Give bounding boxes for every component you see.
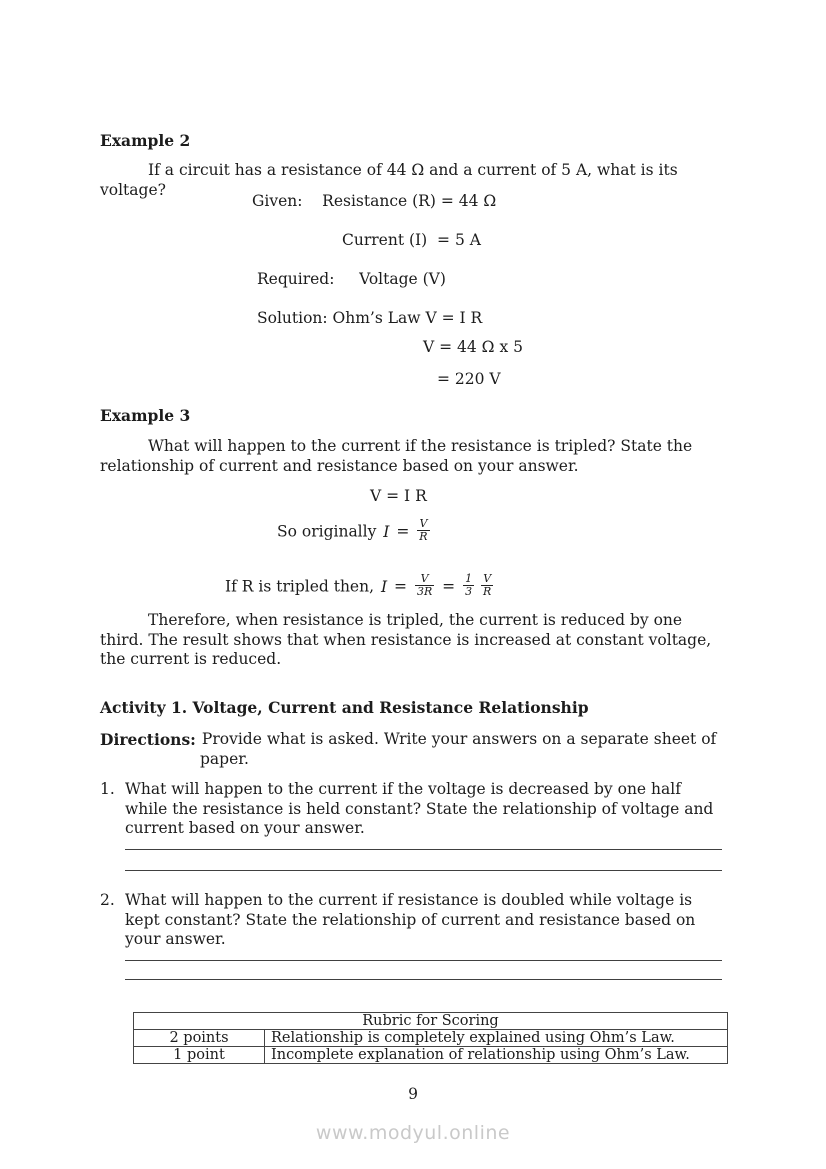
fraction-denominator: 3R (416, 585, 433, 598)
table-row (134, 1047, 728, 1064)
answer-line (125, 849, 722, 850)
example2-solution-line: Solution: Ohm’s Law V = I R (257, 309, 483, 327)
example2-solution-step3: = 220 V (437, 370, 501, 388)
fraction-numerator: 1 (465, 572, 473, 585)
question-number: 1. (100, 780, 115, 798)
rubric-table (133, 1012, 728, 1064)
fraction-numerator: V (483, 572, 492, 585)
example3-question: What will happen to the current if the resistance is tripled? State the relationship of current and resistance based on your answer. (100, 437, 693, 475)
formula-prefix: So originally (277, 522, 377, 541)
example2-current-line: Current (I) = 5 A (342, 231, 481, 249)
fraction-v-over-3r (415, 573, 434, 598)
question-text: What will happen to the current if the voltage is decreased by one half while the resistance is held constant? State the relationship of voltage and current based on your answer. (125, 780, 714, 837)
question-text: What will happen to the current if resistance is doubled while voltage is kept constant? State the relationship of current and resistance based on your answer. (125, 891, 696, 948)
watermark: www.modyul.online (315, 1122, 511, 1144)
formula-prefix: If R is tripled then, (225, 577, 375, 596)
example2-required-line: Required: Voltage (V) (257, 270, 446, 288)
fraction-denominator: R (483, 585, 492, 598)
directions-line (100, 730, 740, 749)
question-1 (100, 780, 715, 839)
formula-if-tripled (225, 572, 496, 600)
fraction-one-third (463, 573, 474, 598)
formula-ohms-law: V = I R (370, 487, 427, 505)
fraction-denominator: R (419, 530, 428, 543)
fraction-numerator: V (419, 517, 428, 530)
answer-line (125, 870, 722, 871)
fraction-v-over-r (417, 518, 429, 543)
fraction-numerator: V (420, 572, 429, 585)
example3-heading: Example 3 (100, 406, 191, 425)
rubric-header-row (134, 1013, 728, 1030)
formula-variable: I (380, 577, 388, 596)
table-row (134, 1030, 728, 1047)
directions-text-continued: paper. (200, 750, 249, 768)
rubric-points-cell: 1 point (134, 1047, 265, 1064)
equals-sign: = (396, 522, 410, 541)
directions-label: Directions: (100, 730, 196, 749)
example2-solution-step2: V = 44 Ω x 5 (423, 338, 523, 356)
rubric-points-cell: 2 points (134, 1030, 265, 1047)
rubric-table-container (133, 1012, 728, 1064)
page-number: 9 (408, 1085, 418, 1103)
rubric-desc-cell: Relationship is completely explained using Ohm’s Law. (265, 1030, 728, 1047)
rubric-title: Rubric for Scoring (134, 1013, 728, 1030)
answer-line (125, 979, 722, 980)
question-2 (100, 891, 715, 950)
rubric-desc-cell: Incomplete explanation of relationship using Ohm’s Law. (265, 1047, 728, 1064)
equals-sign: = (442, 577, 456, 596)
example2-given-line: Given: Resistance (R) = 44 Ω (252, 192, 497, 210)
example2-question: If a circuit has a resistance of 44 Ω and a current of 5 A, what is its voltage? (100, 161, 678, 199)
equals-sign: = (394, 577, 408, 596)
directions-text: Provide what is asked. Write your answers on a separate sheet of (201, 730, 717, 748)
example3-conclusion: Therefore, when resistance is tripled, the current is reduced by one third. The result shows that when resistance is increased at constant voltage, the current is reduced. (100, 611, 712, 668)
fraction-v-over-r (481, 573, 493, 598)
question-number: 2. (100, 891, 115, 909)
formula-variable: I (383, 522, 390, 541)
fraction-denominator: 3 (465, 585, 473, 598)
formula-so-originally (277, 517, 433, 545)
activity-heading: Activity 1. Voltage, Current and Resistance Relationship (100, 698, 589, 717)
answer-line (125, 960, 722, 961)
example2-heading: Example 2 (100, 131, 191, 150)
